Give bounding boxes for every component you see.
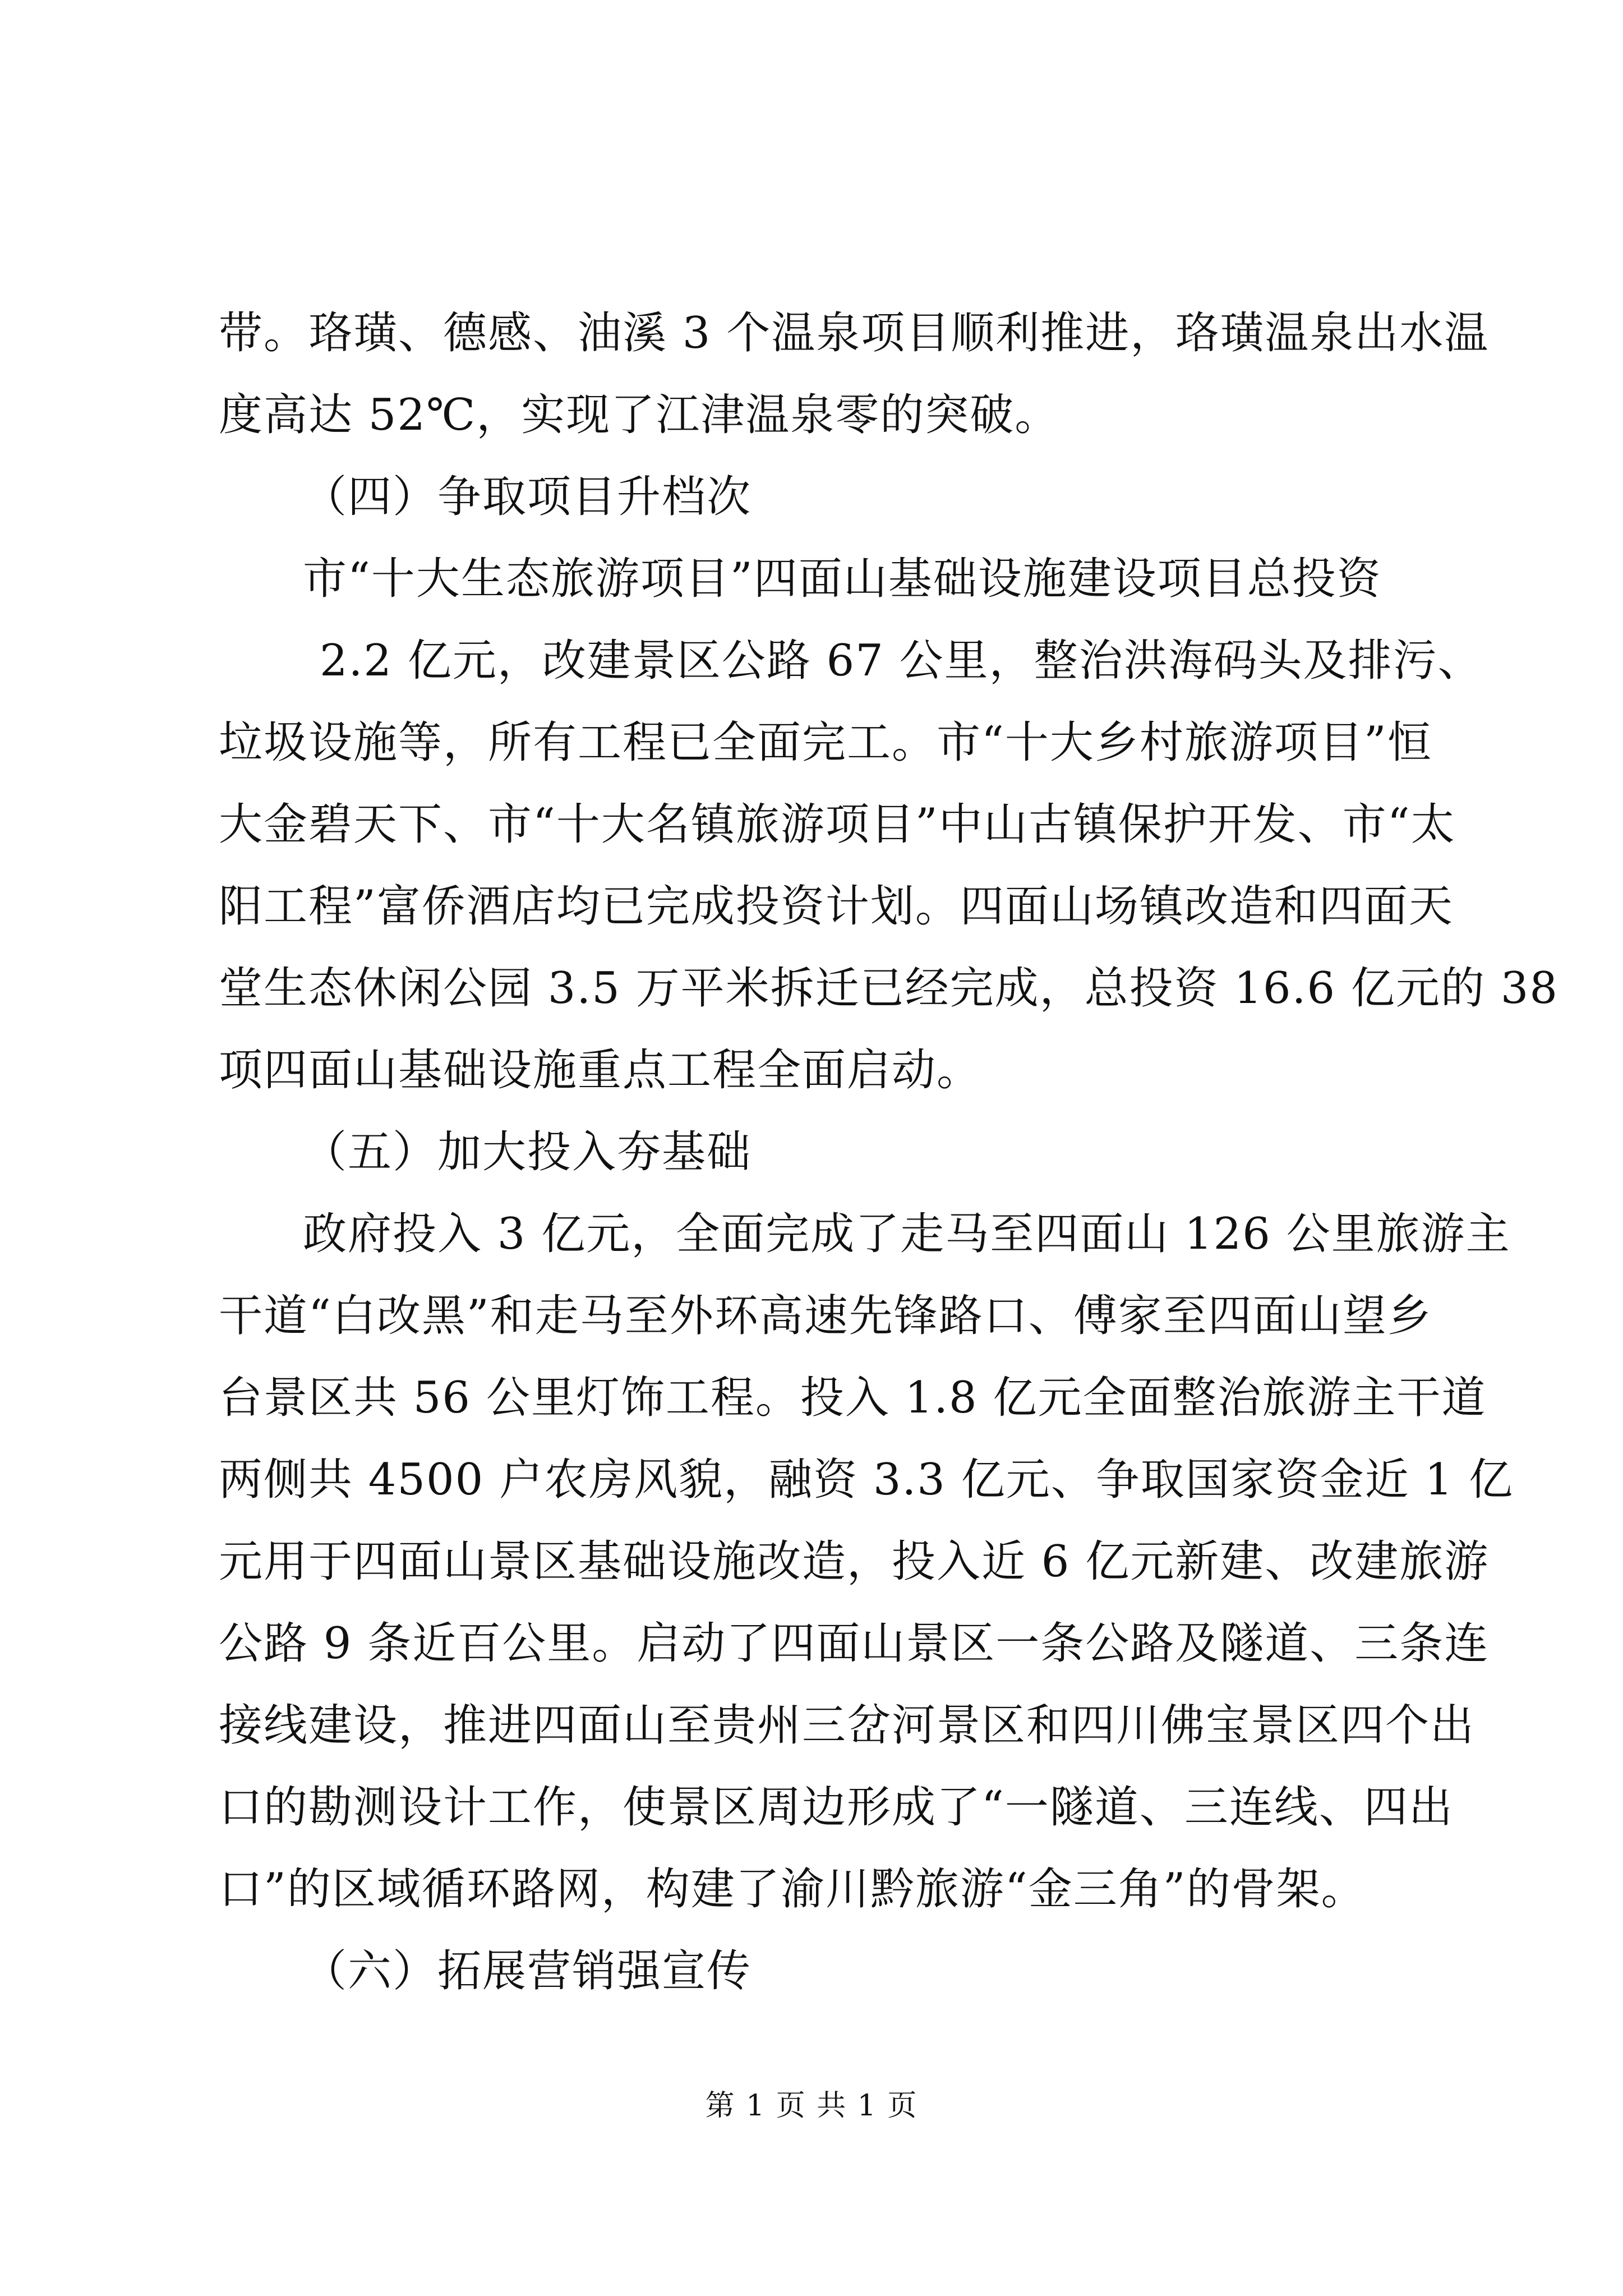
body-line: 垃圾设施等，所有工程已全面完工。市“十大乡村旅游项目”恒 bbox=[219, 717, 1432, 768]
body-line: 两侧共 4500 户农房风貌，融资 3.3 亿元、争取国家资金近 1 亿 bbox=[219, 1455, 1514, 1505]
body-line: 干道“白改黑”和走马至外环高速先锋路口、傅家至四面山望乡 bbox=[219, 1291, 1432, 1341]
body-line: 堂生态休闲公园 3.5 万平米拆迁已经完成，总投资 16.6 亿元的 38 bbox=[219, 963, 1559, 1014]
body-line: 台景区共 56 公里灯饰工程。投入 1.8 亿元全面整治旅游主干道 bbox=[219, 1373, 1487, 1423]
body-line: 口”的区域循环路网，构建了渝川黔旅游“金三角”的骨架。 bbox=[219, 1864, 1366, 1915]
page-footer: 第 1 页 共 1 页 bbox=[705, 2089, 918, 2123]
section-heading-6: （六）拓展营销强宣传 bbox=[303, 1946, 752, 1996]
section-heading-5: （五）加大投入夯基础 bbox=[303, 1127, 752, 1177]
body-line: 2.2 亿元，改建景区公路 67 公里，整治洪海码头及排污、 bbox=[320, 636, 1483, 686]
body-line: 阳工程”富侨酒店均已完成投资计划。四面山场镇改造和四面天 bbox=[219, 881, 1454, 932]
body-line: 公路 9 条近百公里。启动了四面山景区一条公路及隧道、三条连 bbox=[219, 1618, 1490, 1669]
body-line: 大金碧天下、市“十大名镇旅游项目”中山古镇保护开发、市“太 bbox=[219, 799, 1456, 850]
body-line: 接线建设，推进四面山至贵州三岔河景区和四川佛宝景区四个出 bbox=[219, 1700, 1476, 1751]
body-line: 度高达 52℃，实现了江津温泉零的突破。 bbox=[219, 390, 1060, 440]
body-line: 项四面山基础设施重点工程全面启动。 bbox=[219, 1045, 982, 1096]
section-heading-4: （四）争取项目升档次 bbox=[303, 472, 752, 522]
body-line: 带。珞璜、德感、油溪 3 个温泉项目顺利推进，珞璜温泉出水温 bbox=[219, 308, 1490, 358]
body-line: 市“十大生态旅游项目”四面山基础设施建设项目总投资 bbox=[303, 554, 1382, 604]
body-line: 口的勘测设计工作，使景区周边形成了“一隧道、三连线、四出 bbox=[219, 1782, 1454, 1833]
body-line: 元用于四面山景区基础设施改造，投入近 6 亿元新建、改建旅游 bbox=[219, 1536, 1490, 1587]
body-line: 政府投入 3 亿元，全面完成了走马至四面山 126 公里旅游主 bbox=[303, 1209, 1511, 1259]
